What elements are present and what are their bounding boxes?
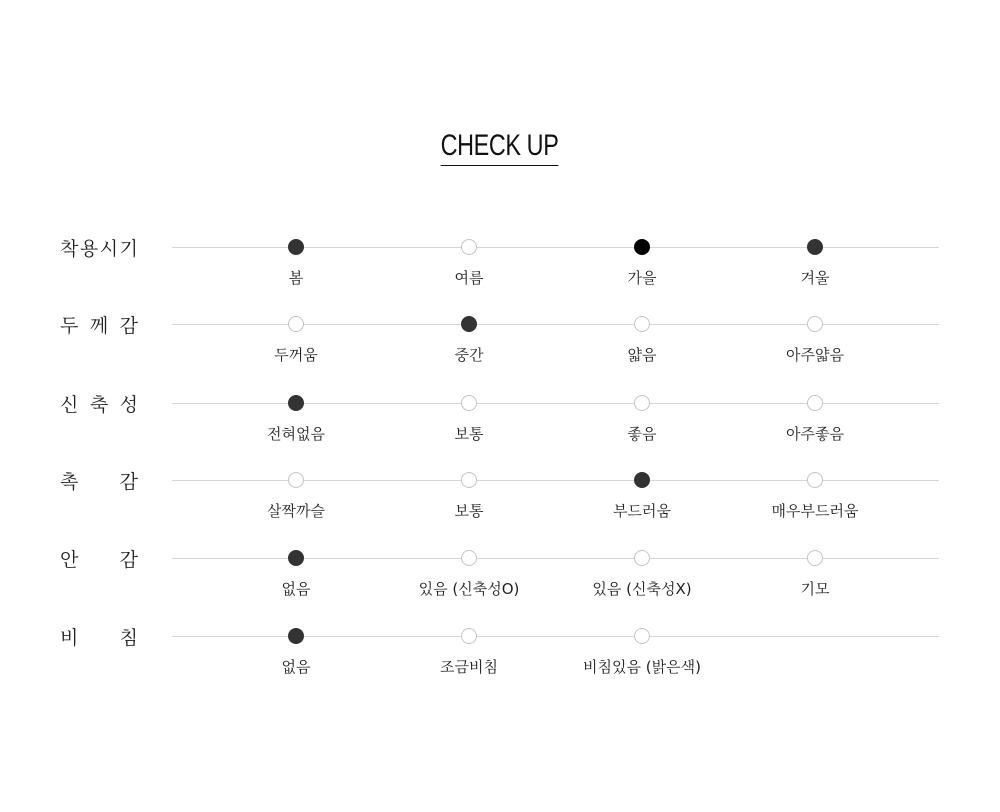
option-label: 보통 <box>454 425 484 443</box>
option-label: 두꺼움 <box>274 346 318 364</box>
option-indicator-dot <box>634 472 650 488</box>
row-label-char: 비 <box>60 626 79 649</box>
row-label-char: 용 <box>79 237 99 260</box>
option-indicator-dot <box>634 550 650 566</box>
option-label: 좋음 <box>627 425 657 443</box>
option-label: 중간 <box>454 346 484 364</box>
option-label: 없음 <box>281 580 311 598</box>
row-label-char: 착 <box>60 237 79 260</box>
option-label: 봄 <box>288 269 304 287</box>
option-label: 겨울 <box>800 269 830 287</box>
option-label: 아주좋음 <box>786 425 844 443</box>
check-row <box>0 393 1000 463</box>
row-label-char: 기 <box>119 237 138 260</box>
option-label: 살짝까슬 <box>267 502 325 520</box>
option-indicator-dot <box>461 395 477 411</box>
option-indicator-dot <box>634 239 650 255</box>
option-indicator-dot <box>288 316 304 332</box>
option-indicator-dot <box>288 395 304 411</box>
option-label: 전혀없음 <box>267 425 325 443</box>
option-label: 기모 <box>800 580 830 598</box>
row-label-char: 성 <box>119 393 138 416</box>
option-indicator-dot <box>461 472 477 488</box>
row-label <box>60 467 138 493</box>
row-label-char: 시 <box>99 237 119 260</box>
option-label: 부드러움 <box>613 502 671 520</box>
check-up-title-wrap <box>0 128 1000 166</box>
option-indicator-dot <box>807 550 823 566</box>
option-indicator-dot <box>288 239 304 255</box>
option-indicator-dot <box>807 316 823 332</box>
option-indicator-dot <box>634 395 650 411</box>
row-label <box>60 234 138 260</box>
option-indicator-dot <box>288 550 304 566</box>
option-label: 없음 <box>281 658 311 676</box>
row-label-char: 감 <box>119 548 138 571</box>
check-row <box>0 237 1000 307</box>
option-label: 보통 <box>454 502 484 520</box>
option-label: 있음 (신축성X) <box>592 580 692 598</box>
option-label: 얇음 <box>627 346 657 364</box>
option-indicator-dot <box>634 316 650 332</box>
row-label-char: 안 <box>60 548 79 571</box>
row-label-char: 께 <box>89 314 109 337</box>
option-indicator-dot <box>288 472 304 488</box>
row-label-char: 감 <box>119 314 138 337</box>
option-indicator-dot <box>807 395 823 411</box>
option-label: 아주얇음 <box>786 346 844 364</box>
check-row <box>0 470 1000 540</box>
option-indicator-dot <box>288 628 304 644</box>
page-title: CHECK UP <box>441 128 559 166</box>
row-label-char: 촉 <box>60 470 79 493</box>
row-label <box>60 623 138 649</box>
option-label: 매우부드러움 <box>771 502 859 520</box>
row-label <box>60 545 138 571</box>
option-indicator-dot <box>461 628 477 644</box>
option-indicator-dot <box>807 472 823 488</box>
option-indicator-dot <box>461 550 477 566</box>
option-indicator-dot <box>634 628 650 644</box>
option-indicator-dot <box>807 239 823 255</box>
option-label: 조금비침 <box>440 658 498 676</box>
row-label-char: 신 <box>60 393 79 416</box>
row-label-char: 두 <box>60 314 79 337</box>
row-label-char: 감 <box>119 470 138 493</box>
check-row <box>0 548 1000 618</box>
check-row <box>0 314 1000 384</box>
option-label: 가을 <box>627 269 657 287</box>
row-label <box>60 311 138 337</box>
option-indicator-dot <box>461 316 477 332</box>
row-label <box>60 390 138 416</box>
row-label-char: 침 <box>119 626 138 649</box>
option-label: 있음 (신축성O) <box>418 580 520 598</box>
option-label: 여름 <box>454 269 484 287</box>
check-row <box>0 626 1000 696</box>
option-indicator-dot <box>461 239 477 255</box>
option-label: 비침있음 (밝은색) <box>583 658 701 676</box>
row-label-char: 축 <box>89 393 109 416</box>
